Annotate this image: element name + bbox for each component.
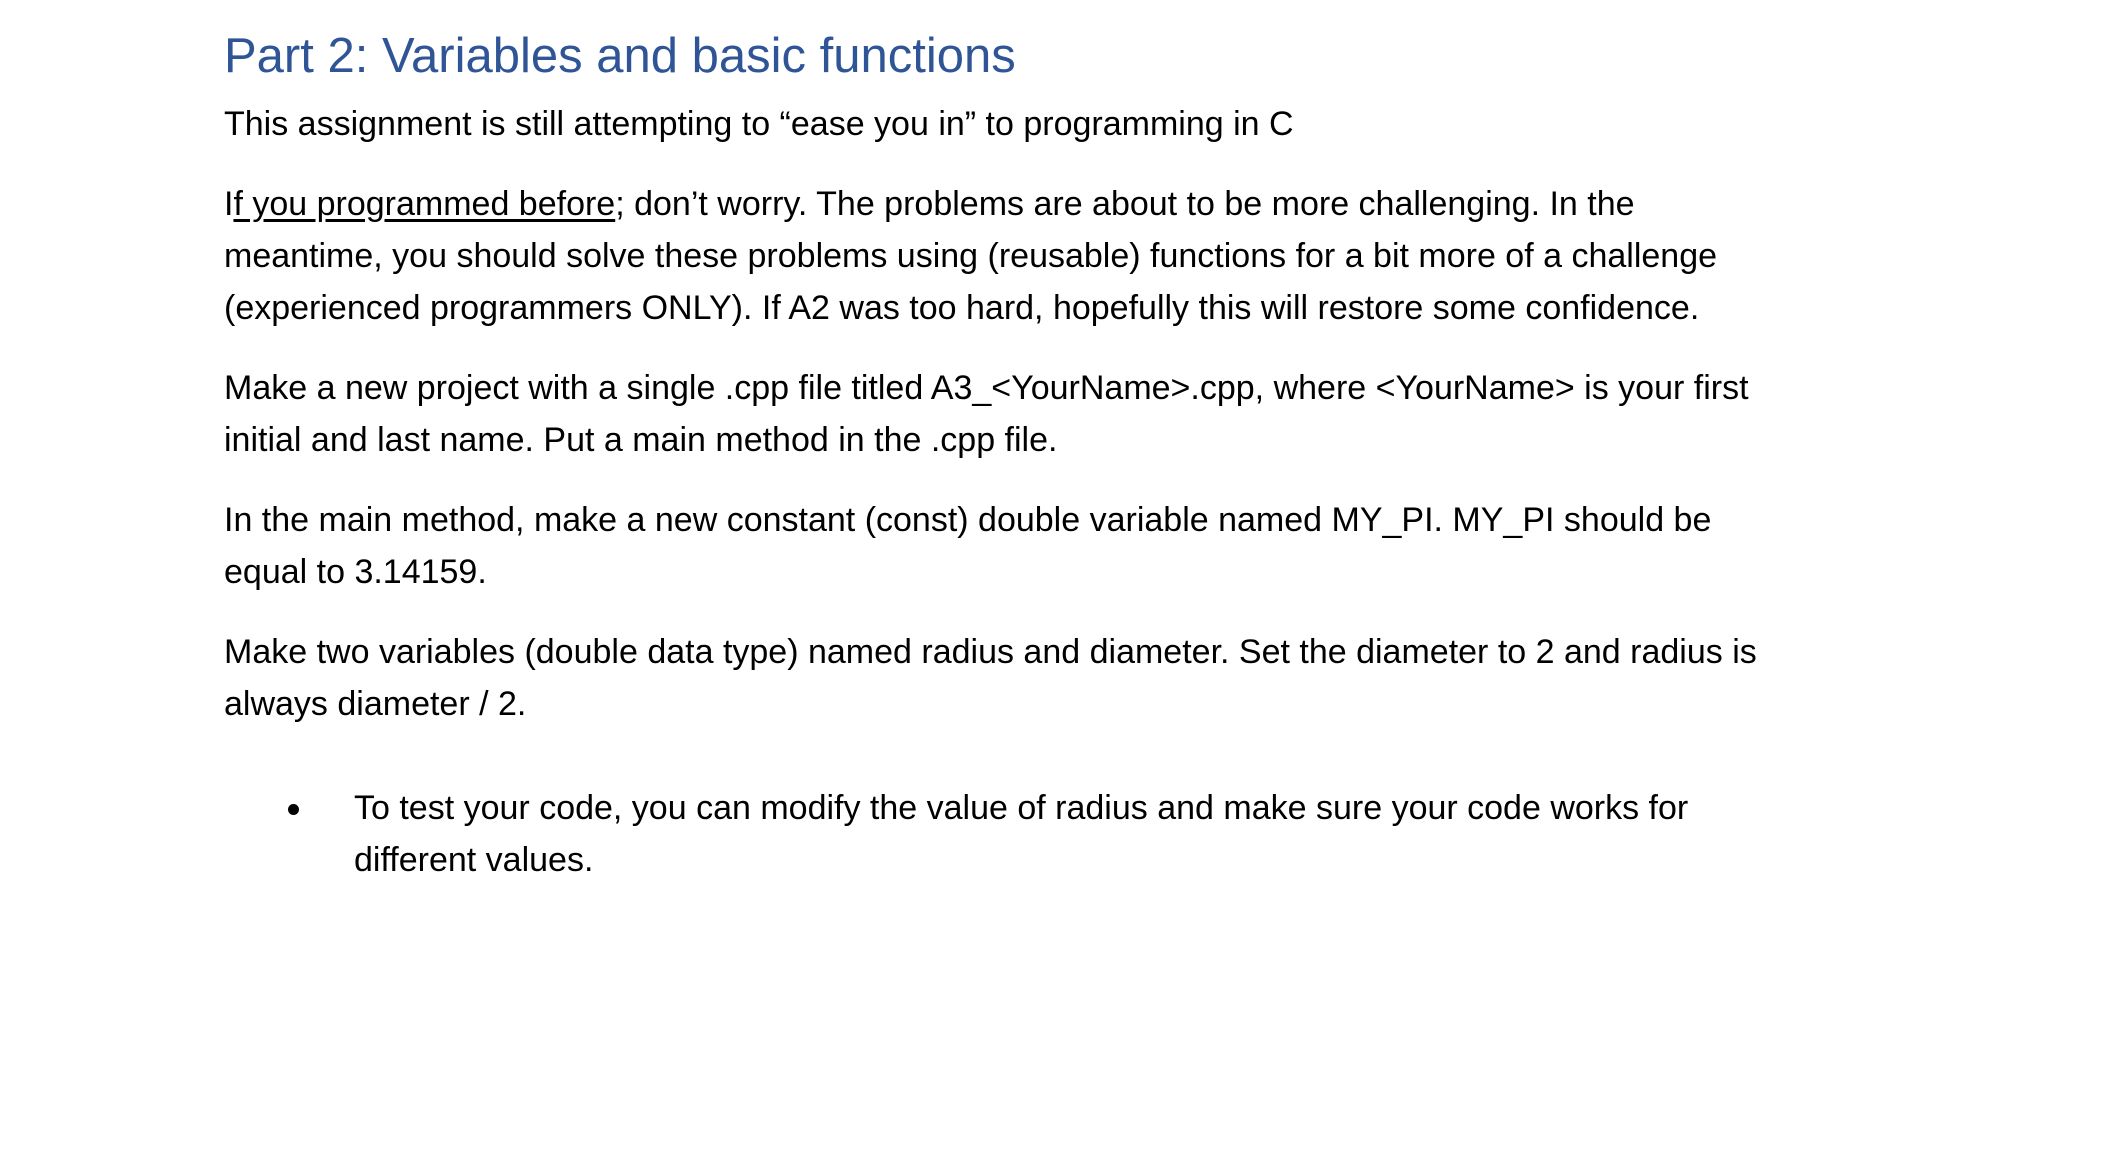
section-heading: Part 2: Variables and basic functions [224, 29, 1016, 83]
bullet-list [224, 782, 1984, 886]
bullet-line: To test your code, you can modify the value of radius and make sure your code works for [354, 789, 1689, 827]
paragraph-line: equal to 3.14159. [224, 553, 487, 591]
intro-paragraph: This assignment is still attempting to “ease you in” to programming in C [224, 105, 1294, 143]
bullet-dot-icon [288, 804, 299, 815]
underlined-phrase: f you programmed before [233, 185, 616, 223]
new-project-paragraph [224, 362, 1984, 466]
paragraph-line: In the main method, make a new constant (const) double variable named MY_PI. MY_PI should be [224, 501, 1712, 539]
paragraph-line: meantime, you should solve these problems using (reusable) functions for a bit more of a challenge [224, 237, 1718, 275]
paragraph-line: Make a new project with a single .cpp file titled A3_<YourName>.cpp, where <YourName> is your first [224, 369, 1749, 407]
paragraph-line: (experienced programmers ONLY). If A2 was too hard, hopefully this will restore some confidence. [224, 289, 1700, 327]
paragraph-line: always diameter / 2. [224, 685, 527, 723]
line-rest: ; don’t worry. The problems are about to be more challenging. In the [615, 185, 1635, 223]
paragraph-line: Make two variables (double data type) named radius and diameter. Set the diameter to 2 and radius is [224, 633, 1757, 671]
bullet-line: different values. [354, 841, 594, 879]
document-page [224, 22, 1984, 886]
constant-paragraph [224, 494, 1984, 598]
paragraph-line [224, 178, 1984, 230]
list-item [224, 782, 1984, 886]
lead-letter: I [224, 185, 234, 223]
variables-paragraph [224, 626, 1984, 730]
paragraph-line: initial and last name. Put a main method in the .cpp file. [224, 421, 1058, 459]
experienced-programmers-paragraph [224, 178, 1984, 334]
